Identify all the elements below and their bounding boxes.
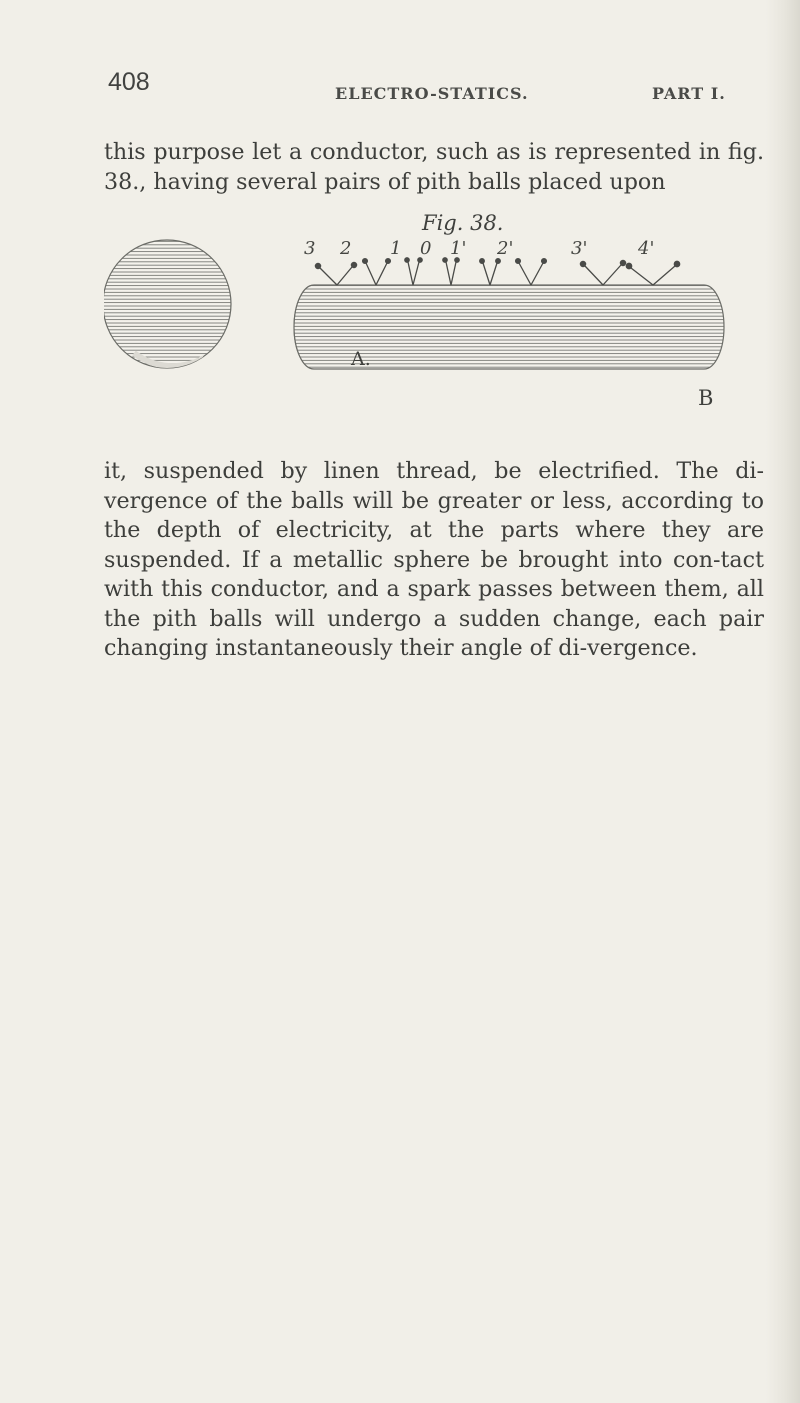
part-label: PART I. bbox=[652, 84, 726, 103]
pair-label: 1' bbox=[450, 238, 467, 259]
pith-ball-pair bbox=[405, 258, 422, 285]
pair-label: 3' bbox=[571, 238, 588, 259]
paragraph-1: this purpose let a conductor, such as is represented in fig. 38., having several pairs of pith balls placed upon bbox=[104, 139, 764, 195]
sphere-label: A. bbox=[351, 348, 371, 370]
page-number: 408 bbox=[108, 68, 150, 96]
pair-label: 4' bbox=[638, 238, 655, 259]
running-title: ELECTRO-STATICS. bbox=[335, 84, 529, 103]
pith-ball-pair bbox=[443, 258, 459, 285]
pair-label: 3 bbox=[304, 238, 316, 259]
pith-ball-pair bbox=[480, 259, 501, 285]
figure-38 bbox=[104, 203, 764, 455]
pith-ball-pair bbox=[580, 260, 625, 285]
metallic-sphere bbox=[104, 240, 231, 368]
conductor-label: B bbox=[698, 386, 714, 410]
pith-ball-pairs bbox=[315, 258, 679, 285]
figure-caption: Fig. 38. bbox=[422, 211, 504, 235]
pair-label: 1 bbox=[390, 238, 402, 259]
pair-label: 0 bbox=[420, 238, 432, 259]
pith-ball-pair bbox=[315, 262, 356, 285]
page-edge-shadow bbox=[766, 0, 800, 1403]
paragraph-2: it, suspended by linen thread, be electrified. The di-vergence of the balls will be greater or less, according to the depth of electricity, at the parts where they are suspended. If a metallic sphere be brought into con-tact with this conductor, and a spark passes between them, all the pith balls will undergo a sudden change, each pair changing instantaneously their angle of di-vergence. bbox=[104, 458, 764, 661]
pith-ball-pair bbox=[516, 259, 547, 285]
pair-label: 2 bbox=[340, 238, 352, 259]
pith-ball-pair bbox=[363, 259, 391, 285]
pith-ball-pair bbox=[626, 261, 679, 285]
pair-label: 2' bbox=[497, 238, 514, 259]
